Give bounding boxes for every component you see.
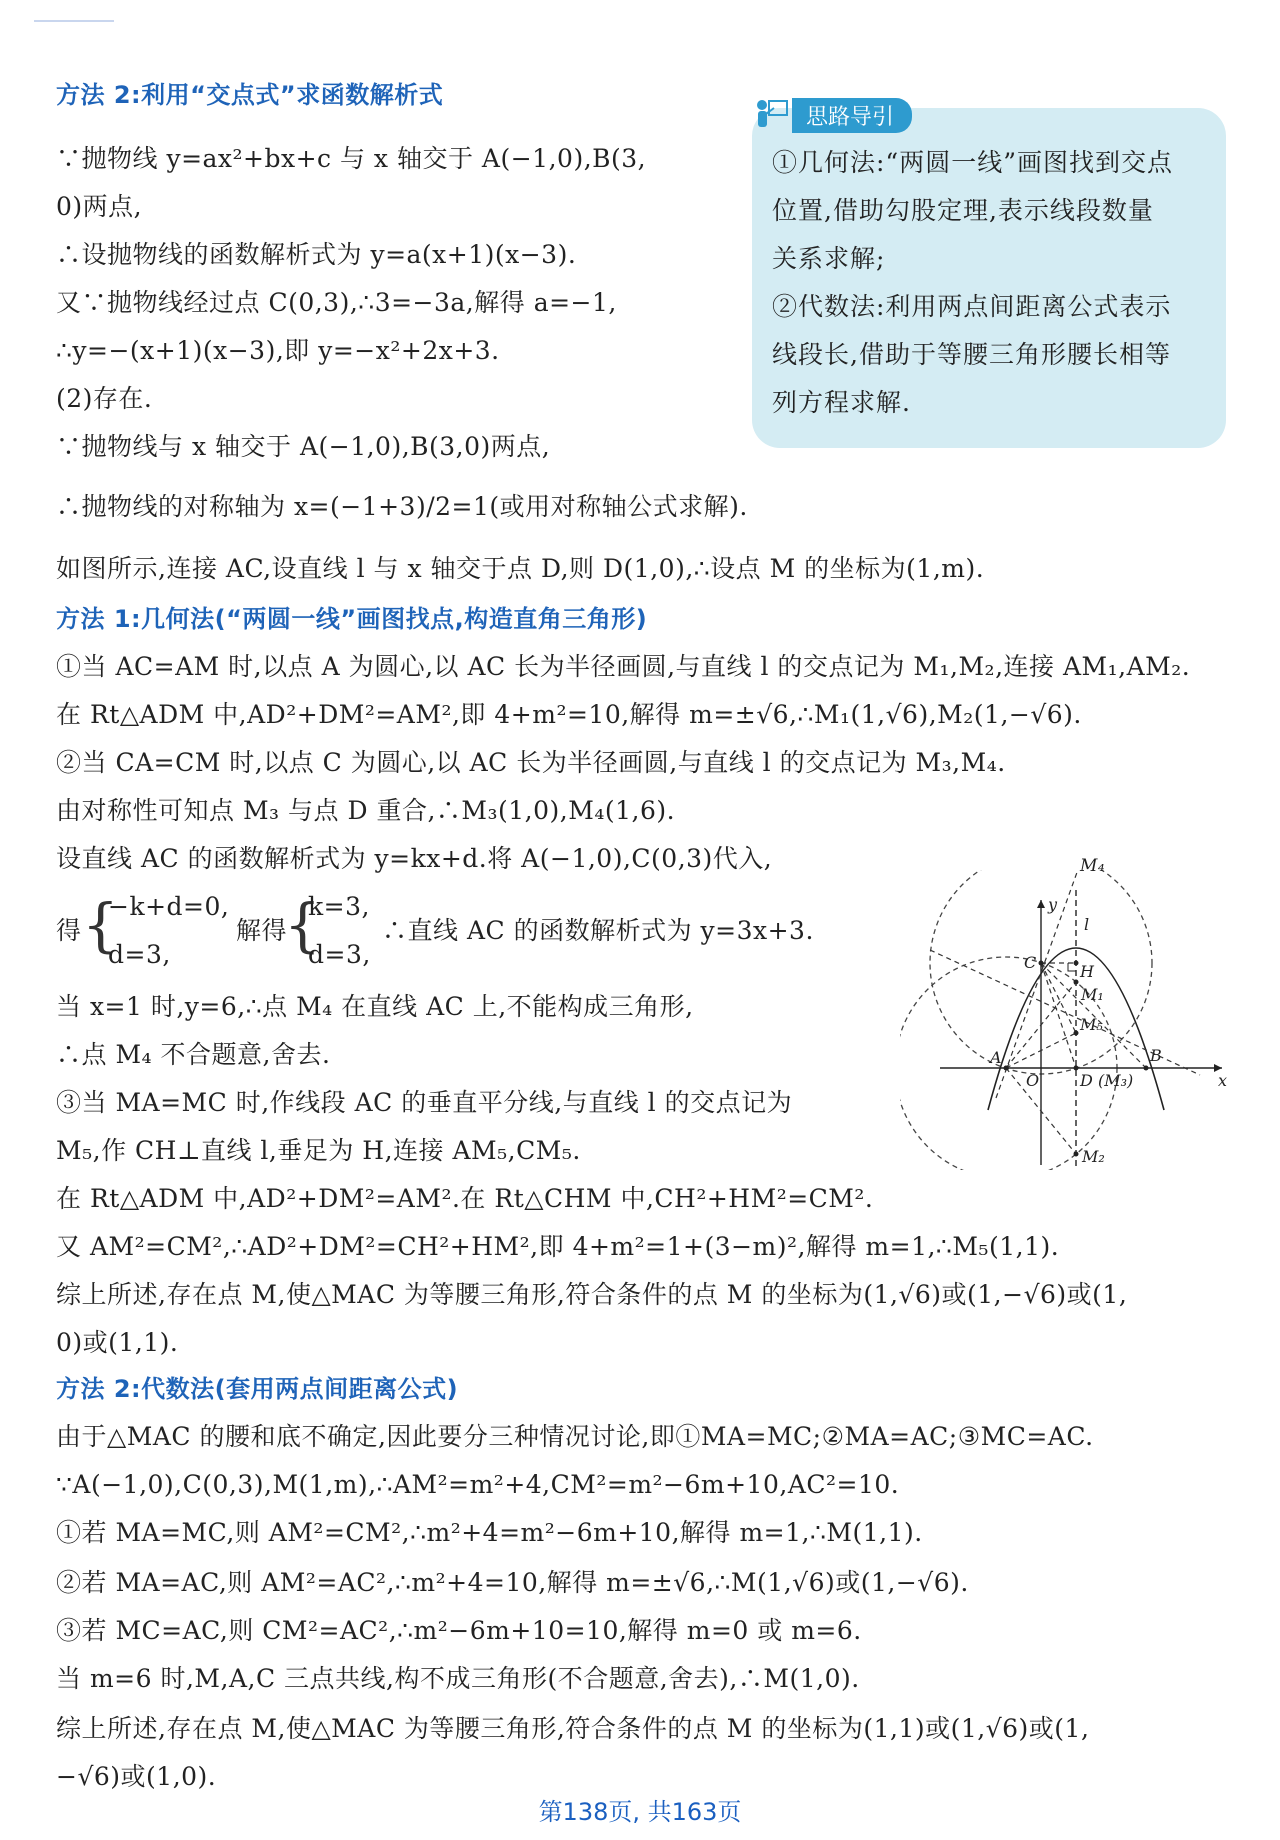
- text-line: (2)存在.: [56, 384, 153, 413]
- point-b: [1144, 1066, 1149, 1071]
- text-line: 又 AM²=CM²,∴AD²+DM²=CH²+HM²,即 4+m²=1+(3−m)²,解得 m=1,∴M₅(1,1).: [56, 1232, 1060, 1261]
- text-line: ∴点 M₄ 不合题意,舍去.: [56, 1040, 331, 1069]
- text-line: 又∵抛物线经过点 C(0,3),∴3=−3a,解得 a=−1,: [56, 288, 617, 317]
- system-eq1: −k+d=0,: [108, 892, 230, 921]
- guide-line: 位置,借助勾股定理,表示线段数量: [772, 196, 1154, 225]
- text-line: M₅,作 CH⊥直线 l,垂足为 H,连接 AM₅,CM₅.: [56, 1136, 581, 1165]
- label-m3: (M₃): [1098, 1071, 1134, 1090]
- text-line: ②当 CA=CM 时,以点 C 为圆心,以 AC 长为半径画圆,与直线 l 的交点记为 M₃,M₄.: [56, 748, 1006, 777]
- system-eq2: d=3,: [108, 940, 171, 969]
- text-line: 综上所述,存在点 M,使△MAC 为等腰三角形,符合条件的点 M 的坐标为(1,√6)或(1,−√6)或(1,: [56, 1280, 1128, 1309]
- point-m2: [1074, 1152, 1079, 1157]
- label-h: H: [1080, 962, 1094, 981]
- text-line: 0)两点,: [56, 192, 143, 221]
- label-m5: M₅: [1080, 1015, 1103, 1034]
- label-b: B: [1150, 1046, 1162, 1065]
- text-line: ∵抛物线与 x 轴交于 A(−1,0),B(3,0)两点,: [56, 432, 551, 461]
- guide-line: 关系求解;: [772, 244, 886, 273]
- text-line: ①当 AC=AM 时,以点 A 为圆心,以 AC 长为半径画圆,与直线 l 的交点记为 M₁,M₂,连接 AM₁,AM₂.: [56, 652, 1191, 681]
- text-line: 如图所示,连接 AC,设直线 l 与 x 轴交于点 D,则 D(1,0),∴设点 M 的坐标为(1,m).: [56, 554, 985, 583]
- guide-line: ②代数法:利用两点间距离公式表示: [772, 292, 1172, 321]
- label-y: y: [1048, 895, 1058, 914]
- point-m1: [1074, 980, 1079, 985]
- y-axis-arrow: [1037, 900, 1045, 908]
- text-line: ∵抛物线 y=ax²+bx+c 与 x 轴交于 A(−1,0),B(3,: [56, 144, 647, 173]
- guide-line: ①几何法:“两圆一线”画图找到交点: [772, 148, 1173, 177]
- label-o: O: [1026, 1071, 1040, 1090]
- guide-line: 列方程求解.: [772, 388, 911, 417]
- point-h: [1074, 961, 1079, 966]
- system-mid: 解得: [236, 916, 288, 945]
- label-c: C: [1024, 953, 1037, 972]
- text-line: −√6)或(1,0).: [56, 1762, 217, 1791]
- page-indicator: 第138页, 共163页: [538, 1798, 742, 1826]
- guide-line: 线段长,借助于等腰三角形腰长相等: [772, 340, 1171, 369]
- text-line: 0)或(1,1).: [56, 1328, 179, 1357]
- label-m4-text: M₄: [1080, 856, 1106, 876]
- label-m1: M₁: [1081, 985, 1104, 1004]
- text-line: 由对称性可知点 M₃ 与点 D 重合,∴M₃(1,0),M₄(1,6).: [56, 796, 676, 825]
- brace-left: {: [82, 891, 119, 959]
- section-heading-method1: 方法 1:几何法(“两圆一线”画图找点,构造直角三角形): [56, 605, 648, 633]
- geometry-figure: [900, 870, 1230, 1170]
- text-line: 由于△MAC 的腰和底不确定,因此要分三种情况讨论,即①MA=MC;②MA=AC;③MC=AC.: [56, 1422, 1094, 1451]
- label-x: x: [1218, 1071, 1228, 1090]
- text-line: ∴抛物线的对称轴为 x=(−1+3)/2=1(或用对称轴公式求解).: [56, 492, 748, 521]
- system-sol2: d=3,: [308, 940, 371, 969]
- text-line: ∵A(−1,0),C(0,3),M(1,m),∴AM²=m²+4,CM²=m²−6m+10,AC²=10.: [56, 1470, 900, 1499]
- brace-right: {: [284, 891, 321, 959]
- text-line: ③当 MA=MC 时,作线段 AC 的垂直平分线,与直线 l 的交点记为: [56, 1088, 793, 1117]
- text-line: 在 Rt△ADM 中,AD²+DM²=AM²,即 4+m²=10,解得 m=±√6,∴M₁(1,√6),M₂(1,−√6).: [56, 700, 1082, 729]
- label-m2: M₂: [1082, 1147, 1105, 1166]
- point-c: [1039, 961, 1044, 966]
- text-line: 当 x=1 时,y=6,∴点 M₄ 在直线 AC 上,不能构成三角形,: [56, 992, 694, 1021]
- segment-cm5: [1041, 963, 1076, 1033]
- text-line: 综上所述,存在点 M,使△MAC 为等腰三角形,符合条件的点 M 的坐标为(1,1)或(1,√6)或(1,: [56, 1714, 1090, 1743]
- line-ac: [996, 870, 1080, 1098]
- label-d: D: [1080, 1071, 1093, 1090]
- teacher-icon: [754, 97, 790, 133]
- guide-title: 思路导引: [792, 98, 912, 133]
- point-m5: [1074, 1031, 1079, 1036]
- text-line: ②若 MA=AC,则 AM²=AC²,∴m²+4=10,解得 m=±√6,∴M(1,√6)或(1,−√6).: [56, 1568, 969, 1597]
- text-line: 设直线 AC 的函数解析式为 y=kx+d.将 A(−1,0),C(0,3)代入,: [56, 844, 773, 873]
- system-suffix: ∴直线 AC 的函数解析式为 y=3x+3.: [382, 916, 814, 945]
- guide-tag: [754, 96, 912, 134]
- section-heading-method2-algebra: 方法 2:代数法(套用两点间距离公式): [56, 1375, 459, 1403]
- text-line: ①若 MA=MC,则 AM²=CM²,∴m²+4=m²−6m+10,解得 m=1,∴M(1,1).: [56, 1518, 923, 1547]
- label-l: l: [1084, 915, 1090, 934]
- text-line: 在 Rt△ADM 中,AD²+DM²=AM².在 Rt△CHM 中,CH²+HM²=CM².: [56, 1184, 874, 1213]
- text-line: ∴设抛物线的函数解析式为 y=a(x+1)(x−3).: [56, 240, 577, 269]
- label-a: A: [990, 1048, 1002, 1067]
- top-mark: [34, 20, 114, 22]
- point-a: [1004, 1066, 1009, 1071]
- text-line: 当 m=6 时,M,A,C 三点共线,构不成三角形(不合题意,舍去),∴M(1,0).: [56, 1664, 860, 1693]
- text-line: ∴y=−(x+1)(x−3),即 y=−x²+2x+3.: [56, 336, 500, 365]
- point-d: [1074, 1066, 1079, 1071]
- system-sol1: k=3,: [308, 892, 370, 921]
- section-heading-method2-intersection: 方法 2:利用“交点式”求函数解析式: [56, 81, 444, 109]
- system-prefix: 得: [56, 916, 82, 945]
- text-line: ③若 MC=AC,则 CM²=AC²,∴m²−6m+10=10,解得 m=0 或 m=6.: [56, 1616, 862, 1645]
